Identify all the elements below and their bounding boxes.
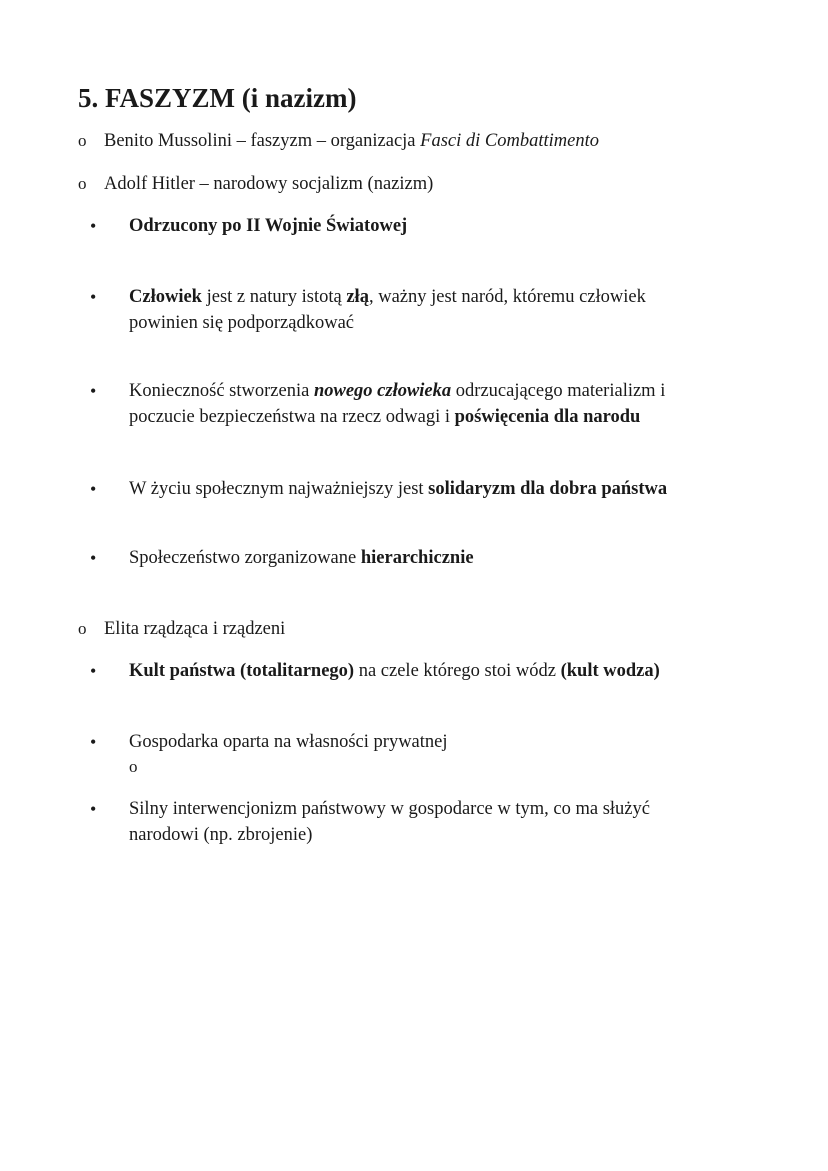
- bullet-item: [90, 476, 770, 502]
- item-text: Elita rządząca i rządzeni: [104, 619, 286, 639]
- bold-text: (kult wodza): [560, 661, 660, 681]
- item-text: Społeczeństwo zorganizowane: [129, 548, 361, 568]
- bold-text: solidaryzm dla dobra państwa: [428, 479, 668, 499]
- bullet-icon: •: [90, 548, 97, 568]
- item-text: na czele którego stoi wódz: [354, 661, 561, 681]
- list-item-elita: [78, 616, 285, 642]
- page-title: 5. FASZYZM (i nazizm): [78, 83, 357, 113]
- circle-bullet-icon: o: [78, 619, 87, 638]
- bold-text: Odrzucony po II Wojnie Światowej: [129, 216, 408, 236]
- bullet-item: [90, 213, 770, 239]
- item-text: Benito Mussolini – faszyzm – organizacja: [104, 131, 421, 151]
- item-text: Gospodarka oparta na własności prywatnej: [129, 732, 448, 752]
- item-text: Adolf Hitler – narodowy socjalizm (nazizm): [104, 174, 434, 194]
- bold-text: hierarchicznie: [360, 548, 474, 568]
- bullet-item: [90, 796, 770, 848]
- list-item-hitler: [78, 171, 433, 197]
- item-text: Silny interwencjonizm państwowy w gospodarce w tym, co ma służyć: [129, 799, 650, 819]
- bullet-icon: •: [90, 216, 97, 236]
- bullet-item: [90, 284, 770, 336]
- item-text: , ważny jest naród, któremu człowiek: [368, 287, 646, 307]
- item-text: narodowi (np. zbrojenie): [129, 825, 313, 845]
- item-text: W życiu społecznym najważniejszy jest: [129, 479, 429, 499]
- bold-text: Człowiek: [129, 287, 202, 307]
- bullet-icon: •: [90, 479, 97, 499]
- item-text: odrzucającego materializm i: [451, 381, 666, 401]
- bullet-icon: •: [90, 732, 97, 752]
- bullet-item: [90, 729, 770, 779]
- sub-circle-bullet-icon: o: [129, 757, 138, 776]
- circle-bullet-icon: o: [78, 131, 87, 150]
- item-text: powinien się podporządkować: [129, 313, 355, 333]
- bullet-icon: •: [90, 287, 97, 307]
- bullet-item: [90, 378, 770, 430]
- bold-italic-text: nowego człowieka: [313, 381, 452, 401]
- bold-text: Kult państwa (totalitarnego): [129, 661, 355, 681]
- bullet-item: [90, 545, 770, 571]
- item-text: jest z natury istotą: [201, 287, 347, 307]
- bullet-icon: •: [90, 661, 97, 681]
- bold-text: poświęcenia dla narodu: [454, 407, 641, 427]
- list-item-mussolini: [78, 128, 599, 154]
- bullet-icon: •: [90, 381, 97, 401]
- bullet-item: [90, 658, 770, 684]
- item-text: Konieczność stworzenia: [129, 381, 314, 401]
- bullet-icon: •: [90, 799, 97, 819]
- item-italic-text: Fasci di Combattimento: [420, 131, 599, 151]
- bold-text: złą: [346, 287, 369, 307]
- circle-bullet-icon: o: [78, 174, 87, 193]
- item-text: poczucie bezpieczeństwa na rzecz odwagi i: [129, 407, 455, 427]
